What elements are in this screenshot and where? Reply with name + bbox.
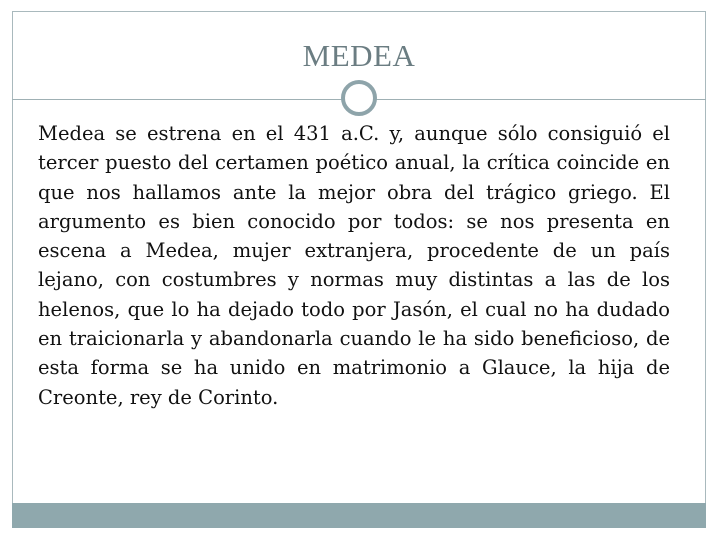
circle-ornament-icon — [341, 80, 377, 116]
slide-body-text: Medea se estrena en el 431 a.C. y, aunque sólo consiguió el tercer puesto del certamen poético anual, la crítica coincide en que nos hallamos ante la mejor obra del trágico griego. El argumento es bien conocido por todos: se nos presenta en escena a Medea, mujer extranjera, procedente de un país lejano, con costumbres y normas muy distintas a las de los helenos, que lo ha dejado todo por Jasón, el cual no ha dudado en traicionarla y abandonarla cuando le ha sido beneficioso, de esta forma se ha unido en matrimonio a Glauce, la hija de Creonte, rey de Corinto. — [38, 122, 670, 409]
footer-bar — [12, 503, 706, 528]
slide-title: MEDEA — [302, 38, 416, 73]
